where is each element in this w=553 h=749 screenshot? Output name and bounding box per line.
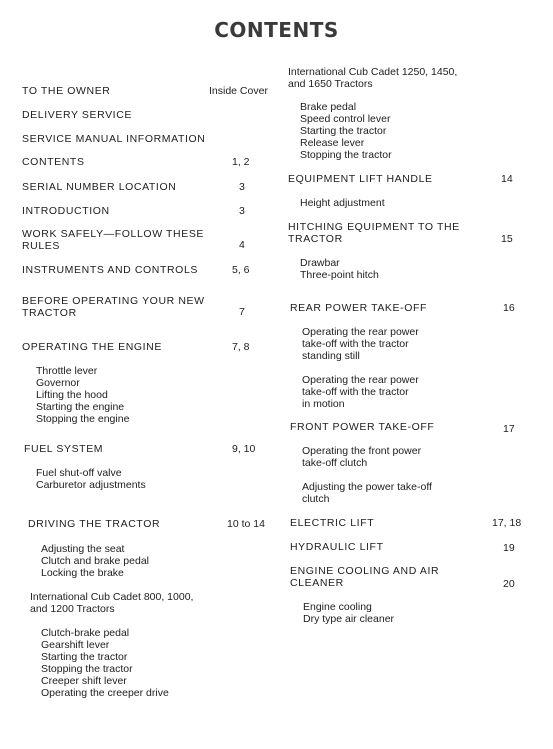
toc-page-to-the-owner: Inside Cover — [209, 85, 268, 97]
toc-entry-fuel-system[interactable]: FUEL SYSTEM — [24, 443, 104, 455]
toc-entry-introduction[interactable]: INTRODUCTION — [22, 205, 110, 217]
toc-subentry[interactable]: Height adjustment — [300, 197, 385, 209]
toc-entry-hydraulic-lift[interactable]: HYDRAULIC LIFT — [290, 541, 384, 553]
toc-subentry[interactable]: Drawbar — [300, 257, 340, 269]
toc-subentry[interactable]: Stopping the tractor — [300, 149, 392, 161]
toc-entry-work-safely[interactable]: WORK SAFELY—FOLLOW THESE RULES — [22, 228, 205, 252]
toc-subentry[interactable]: Operating the front power take-off clutch — [302, 445, 422, 469]
toc-entry-before-operating[interactable]: BEFORE OPERATING YOUR NEW TRACTOR — [22, 295, 205, 319]
toc-page-lift-handle: 14 — [501, 173, 513, 185]
toc-subentry[interactable]: Carburetor adjustments — [36, 479, 146, 491]
toc-page-contents: 1, 2 — [232, 156, 250, 168]
page-title: CONTENTS — [214, 18, 339, 42]
toc-entry-front-pto[interactable]: FRONT POWER TAKE-OFF — [290, 421, 435, 433]
toc-subentry[interactable]: Adjusting the power take-off clutch — [302, 481, 432, 505]
toc-subentry[interactable]: Three-point hitch — [300, 269, 379, 281]
toc-subentry[interactable]: Operating the rear power take-off with the tractor in motion — [302, 374, 419, 410]
toc-subentry[interactable]: Operating the rear power take-off with the tractor standing still — [302, 326, 419, 362]
toc-page-front-pto: 17 — [503, 423, 515, 435]
toc-entry-service-manual[interactable]: SERVICE MANUAL INFORMATION — [22, 133, 206, 145]
toc-subentry[interactable]: Release lever — [300, 137, 365, 149]
toc-page-fuel-system: 9, 10 — [232, 443, 256, 455]
toc-entry-to-the-owner[interactable]: TO THE OWNER — [22, 85, 111, 97]
toc-subentry[interactable]: Clutch-brake pedal — [41, 627, 130, 639]
toc-page-operating-engine: 7, 8 — [232, 341, 250, 353]
toc-subentry[interactable]: Lifting the hood — [36, 389, 108, 401]
toc-page-before-operating: 7 — [239, 306, 245, 318]
toc-entry-driving[interactable]: DRIVING THE TRACTOR — [28, 518, 161, 530]
toc-subentry[interactable]: Starting the tractor — [300, 125, 387, 137]
toc-entry-operating-engine[interactable]: OPERATING THE ENGINE — [22, 341, 162, 353]
toc-subentry[interactable]: Dry type air cleaner — [303, 613, 395, 625]
toc-subentry[interactable]: Governor — [36, 377, 80, 389]
toc-page-driving: 10 to 14 — [227, 518, 265, 530]
toc-subentry[interactable]: Brake pedal — [300, 101, 357, 113]
toc-subentry[interactable]: Locking the brake — [41, 567, 124, 579]
toc-subentry[interactable]: Starting the tractor — [41, 651, 128, 663]
toc-subentry[interactable]: Throttle lever — [36, 365, 98, 377]
toc-entry-serial-number[interactable]: SERIAL NUMBER LOCATION — [22, 181, 177, 193]
toc-subentry[interactable]: Stopping the tractor — [41, 663, 133, 675]
toc-subentry[interactable]: Adjusting the seat — [41, 543, 125, 555]
toc-page-engine-cooling: 20 — [503, 578, 515, 590]
toc-subentry[interactable]: Speed control lever — [300, 113, 391, 125]
toc-page-instruments: 5, 6 — [232, 264, 250, 276]
toc-page-electric-lift: 17, 18 — [492, 517, 522, 529]
toc-subentry[interactable]: Fuel shut-off valve — [36, 467, 122, 479]
toc-entry-instruments[interactable]: INSTRUMENTS AND CONTROLS — [22, 264, 198, 276]
toc-subentry[interactable]: Engine cooling — [303, 601, 372, 613]
toc-subentry[interactable]: Starting the engine — [36, 401, 125, 413]
toc-subentry[interactable]: Gearshift lever — [41, 639, 110, 651]
toc-entry-contents[interactable]: CONTENTS — [22, 156, 85, 168]
toc-entry-lift-handle[interactable]: EQUIPMENT LIFT HANDLE — [288, 173, 433, 185]
toc-page-hydraulic-lift: 19 — [503, 542, 515, 554]
toc-heading-ic-1250[interactable]: International Cub Cadet 1250, 1450, and 1650 Tractors — [288, 66, 458, 90]
toc-page-work-safely: 4 — [239, 239, 245, 251]
toc-page-serial-number: 3 — [239, 181, 245, 193]
toc-subentry[interactable]: Clutch and brake pedal — [41, 555, 149, 567]
toc-subentry[interactable]: Operating the creeper drive — [41, 687, 169, 699]
toc-entry-engine-cooling[interactable]: ENGINE COOLING AND AIR CLEANER — [290, 565, 440, 589]
toc-entry-rear-pto[interactable]: REAR POWER TAKE-OFF — [290, 302, 428, 314]
toc-page-introduction: 3 — [239, 205, 245, 217]
toc-heading-ic-800[interactable]: International Cub Cadet 800, 1000, and 1200 Tractors — [30, 591, 194, 615]
toc-entry-electric-lift[interactable]: ELECTRIC LIFT — [290, 517, 375, 529]
toc-entry-delivery-service[interactable]: DELIVERY SERVICE — [22, 109, 132, 121]
toc-subentry[interactable]: Creeper shift lever — [41, 675, 127, 687]
toc-entry-hitching[interactable]: HITCHING EQUIPMENT TO THE TRACTOR — [288, 221, 460, 245]
toc-page-rear-pto: 16 — [503, 302, 515, 314]
toc-subentry[interactable]: Stopping the engine — [36, 413, 130, 425]
toc-page-hitching: 15 — [501, 233, 513, 245]
